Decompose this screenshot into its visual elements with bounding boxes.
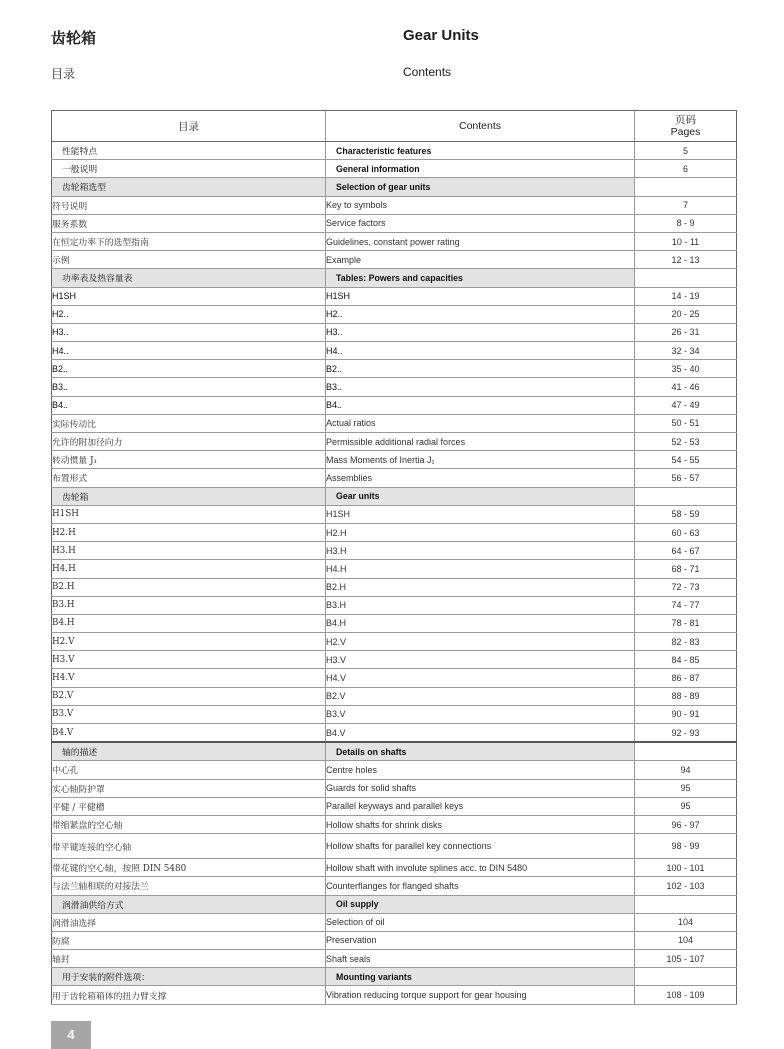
entry-pages: 68 - 71 — [635, 560, 737, 578]
entry-pages: 74 - 77 — [635, 596, 737, 614]
entry-cn: 用于齿轮箱箱体的扭力臂支撑 — [52, 986, 326, 1004]
entry-en: Counterflanges for flanged shafts — [326, 877, 635, 895]
section-row — [52, 487, 737, 505]
section-row — [52, 178, 737, 196]
entry-pages: 102 - 103 — [635, 877, 737, 895]
table-row — [52, 342, 737, 360]
entry-cn: 平健 / 平健槽 — [52, 797, 326, 815]
table-row — [52, 913, 737, 931]
entry-en: Service factors — [326, 214, 635, 232]
table-row — [52, 815, 737, 833]
entry-pages: 64 - 67 — [635, 542, 737, 560]
entry-cn: 齿轮箱 — [52, 487, 326, 505]
entry-pages — [635, 178, 737, 196]
entry-pages: 86 - 87 — [635, 669, 737, 687]
entry-cn: B2.V — [52, 687, 326, 705]
table-row — [52, 414, 737, 432]
table-row — [52, 560, 737, 578]
entry-pages: 5 — [635, 142, 737, 160]
entry-en: Selection of gear units — [326, 178, 635, 196]
entry-pages: 52 - 53 — [635, 433, 737, 451]
table-row — [52, 761, 737, 779]
page-number-badge: 4 — [51, 1021, 91, 1049]
entry-pages: 50 - 51 — [635, 414, 737, 432]
entry-cn: B4.. — [52, 396, 326, 414]
entry-pages: 92 - 93 — [635, 724, 737, 743]
entry-en: Hollow shaft with involute splines acc. to DIN 5480 — [326, 859, 635, 877]
entry-pages — [635, 895, 737, 913]
entry-pages: 104 — [635, 913, 737, 931]
table-row — [52, 523, 737, 541]
entry-en: Preservation — [326, 931, 635, 949]
entry-en: H4.H — [326, 560, 635, 578]
entry-pages — [635, 269, 737, 287]
entry-en: Centre holes — [326, 761, 635, 779]
entry-en: Example — [326, 251, 635, 269]
entry-pages: 41 - 46 — [635, 378, 737, 396]
entry-cn: 实际传动比 — [52, 414, 326, 432]
entry-en: Gear units — [326, 487, 635, 505]
table-row — [52, 705, 737, 723]
table-row — [52, 251, 737, 269]
entry-pages: 105 - 107 — [635, 950, 737, 968]
entry-cn: H4.V — [52, 669, 326, 687]
table-row — [52, 779, 737, 797]
table-row — [52, 287, 737, 305]
entry-pages: 100 - 101 — [635, 859, 737, 877]
entry-pages — [635, 487, 737, 505]
column-header-pages — [635, 111, 737, 142]
entry-pages: 58 - 59 — [635, 505, 737, 523]
entry-pages — [635, 742, 737, 761]
contents-table-header — [52, 111, 737, 142]
entry-en: Characteristic features — [326, 142, 635, 160]
table-row — [52, 232, 737, 250]
entry-cn: 中心孔 — [52, 761, 326, 779]
table-row — [52, 360, 737, 378]
entry-en: Guidelines, constant power rating — [326, 232, 635, 250]
entry-cn: 功率表及热容量表 — [52, 269, 326, 287]
contents-table — [51, 110, 737, 1005]
entry-cn: H4.H — [52, 560, 326, 578]
entry-cn: B3.V — [52, 705, 326, 723]
entry-cn: B2.. — [52, 360, 326, 378]
table-row — [52, 505, 737, 523]
table-row — [52, 542, 737, 560]
table-row — [52, 396, 737, 414]
table-row — [52, 859, 737, 877]
entry-en: Parallel keyways and parallel keys — [326, 797, 635, 815]
entry-pages: 32 - 34 — [635, 342, 737, 360]
entry-en: Guards for solid shafts — [326, 779, 635, 797]
entry-cn: H2.. — [52, 305, 326, 323]
table-row — [52, 669, 737, 687]
page-subtitle-cn: 目录 — [51, 67, 76, 81]
table-row — [52, 633, 737, 651]
entry-cn: H3.. — [52, 323, 326, 341]
table-row — [52, 834, 737, 859]
entry-cn: 与法兰轴相联的对接法兰 — [52, 877, 326, 895]
entry-pages: 108 - 109 — [635, 986, 737, 1004]
table-row — [52, 214, 737, 232]
entry-pages — [635, 968, 737, 986]
table-row — [52, 160, 737, 178]
table-row — [52, 651, 737, 669]
entry-pages: 84 - 85 — [635, 651, 737, 669]
entry-pages: 54 - 55 — [635, 451, 737, 469]
column-header-cn: 目录 — [52, 111, 326, 142]
entry-en: H4.V — [326, 669, 635, 687]
entry-pages: 95 — [635, 779, 737, 797]
table-row — [52, 196, 737, 214]
entry-cn: B3.H — [52, 596, 326, 614]
entry-cn: H2.H — [52, 523, 326, 541]
entry-en: B3.H — [326, 596, 635, 614]
entry-en: H1SH — [326, 287, 635, 305]
page-subtitle-en: Contents — [403, 65, 452, 79]
entry-cn: 用于安装的附件选项： — [52, 968, 326, 986]
entry-en: Selection of oil — [326, 913, 635, 931]
entry-pages: 98 - 99 — [635, 834, 737, 859]
table-row — [52, 451, 737, 469]
entry-en: B2.V — [326, 687, 635, 705]
entry-pages: 20 - 25 — [635, 305, 737, 323]
entry-cn: 带缩紧盘的空心轴 — [52, 815, 326, 833]
entry-en: B3.V — [326, 705, 635, 723]
entry-cn: 允许的附加径向力 — [52, 433, 326, 451]
table-row — [52, 877, 737, 895]
entry-en: B4.H — [326, 614, 635, 632]
entry-cn: 润滑油供给方式 — [52, 895, 326, 913]
table-row — [52, 797, 737, 815]
entry-pages: 82 - 83 — [635, 633, 737, 651]
entry-cn: H1SH — [52, 505, 326, 523]
entry-en: B2.. — [326, 360, 635, 378]
table-row — [52, 433, 737, 451]
entry-pages: 104 — [635, 931, 737, 949]
entry-cn: H3.H — [52, 542, 326, 560]
entry-en: Oil supply — [326, 895, 635, 913]
section-row — [52, 895, 737, 913]
entry-pages: 78 - 81 — [635, 614, 737, 632]
entry-pages: 7 — [635, 196, 737, 214]
section-row — [52, 269, 737, 287]
table-row — [52, 986, 737, 1004]
entry-cn: 齿轮箱选型 — [52, 178, 326, 196]
table-row — [52, 687, 737, 705]
entry-en: Vibration reducing torque support for gear housing — [326, 986, 635, 1004]
entry-en: B2.H — [326, 578, 635, 596]
entry-cn: 轴的描述 — [52, 742, 326, 761]
entry-cn: 在恒定功率下的选型指南 — [52, 232, 326, 250]
entry-pages: 14 - 19 — [635, 287, 737, 305]
entry-en: H4.. — [326, 342, 635, 360]
table-row — [52, 378, 737, 396]
entry-pages: 90 - 91 — [635, 705, 737, 723]
section-row — [52, 742, 737, 761]
entry-en: H3.V — [326, 651, 635, 669]
entry-cn: 性能特点 — [52, 142, 326, 160]
entry-en: H2.V — [326, 633, 635, 651]
entry-cn: 防腐 — [52, 931, 326, 949]
entry-cn: 带平键连接的空心轴 — [52, 834, 326, 859]
entry-cn: 服务系数 — [52, 214, 326, 232]
entry-pages: 56 - 57 — [635, 469, 737, 487]
entry-pages: 94 — [635, 761, 737, 779]
entry-pages: 96 - 97 — [635, 815, 737, 833]
entry-cn: B3.. — [52, 378, 326, 396]
entry-en: Hollow shafts for shrink disks — [326, 815, 635, 833]
entry-cn: 示例 — [52, 251, 326, 269]
entry-en: Tables: Powers and capacities — [326, 269, 635, 287]
entry-pages: 26 - 31 — [635, 323, 737, 341]
entry-cn: 实心轴防护罩 — [52, 779, 326, 797]
entry-cn: 一般说明 — [52, 160, 326, 178]
entry-pages: 8 - 9 — [635, 214, 737, 232]
entry-en: H3.. — [326, 323, 635, 341]
entry-en: Permissible additional radial forces — [326, 433, 635, 451]
entry-en: Details on shafts — [326, 742, 635, 761]
entry-cn: B4.V — [52, 724, 326, 743]
entry-cn: 润滑油选择 — [52, 913, 326, 931]
contents-table-body — [52, 142, 737, 1005]
column-header-pages-cn: 页码 — [675, 114, 696, 126]
entry-en: B3.. — [326, 378, 635, 396]
entry-pages: 35 - 40 — [635, 360, 737, 378]
entry-pages: 60 - 63 — [635, 523, 737, 541]
page-title-en: Gear Units — [403, 27, 479, 44]
table-row — [52, 724, 737, 743]
entry-en: Hollow shafts for parallel key connections — [326, 834, 635, 859]
entry-cn: B4.H — [52, 614, 326, 632]
entry-cn: H1SH — [52, 287, 326, 305]
entry-cn: H4.. — [52, 342, 326, 360]
table-row — [52, 950, 737, 968]
entry-cn: H3.V — [52, 651, 326, 669]
entry-cn: B2.H — [52, 578, 326, 596]
entry-en: Shaft seals — [326, 950, 635, 968]
column-header-pages-en: Pages — [670, 126, 701, 138]
entry-en: Mass Moments of Inertia J₁ — [326, 451, 635, 469]
table-row — [52, 142, 737, 160]
entry-pages: 6 — [635, 160, 737, 178]
table-row — [52, 614, 737, 632]
page-title-cn: 齿轮箱 — [51, 29, 97, 47]
table-row — [52, 469, 737, 487]
section-row — [52, 968, 737, 986]
table-row — [52, 305, 737, 323]
entry-en: B4.V — [326, 724, 635, 743]
entry-pages: 88 - 89 — [635, 687, 737, 705]
entry-cn: 轴封 — [52, 950, 326, 968]
entry-pages: 95 — [635, 797, 737, 815]
entry-pages: 10 - 11 — [635, 232, 737, 250]
entry-cn: 布置形式 — [52, 469, 326, 487]
entry-en: H2.H — [326, 523, 635, 541]
entry-en: Key to symbols — [326, 196, 635, 214]
entry-en: Actual ratios — [326, 414, 635, 432]
table-row — [52, 596, 737, 614]
entry-en: Assemblies — [326, 469, 635, 487]
entry-cn: H2.V — [52, 633, 326, 651]
entry-cn: 转动惯量 J₁ — [52, 451, 326, 469]
entry-en: H1SH — [326, 505, 635, 523]
table-row — [52, 578, 737, 596]
entry-cn: 带花键的空心轴，按照 DIN 5480 — [52, 859, 326, 877]
entry-en: H3.H — [326, 542, 635, 560]
table-row — [52, 931, 737, 949]
entry-en: Mounting variants — [326, 968, 635, 986]
entry-pages: 72 - 73 — [635, 578, 737, 596]
table-row — [52, 323, 737, 341]
entry-cn: 符号说明 — [52, 196, 326, 214]
column-header-en: Contents — [326, 111, 635, 142]
entry-en: General information — [326, 160, 635, 178]
entry-pages: 47 - 49 — [635, 396, 737, 414]
entry-en: B4.. — [326, 396, 635, 414]
entry-pages: 12 - 13 — [635, 251, 737, 269]
entry-en: H2.. — [326, 305, 635, 323]
